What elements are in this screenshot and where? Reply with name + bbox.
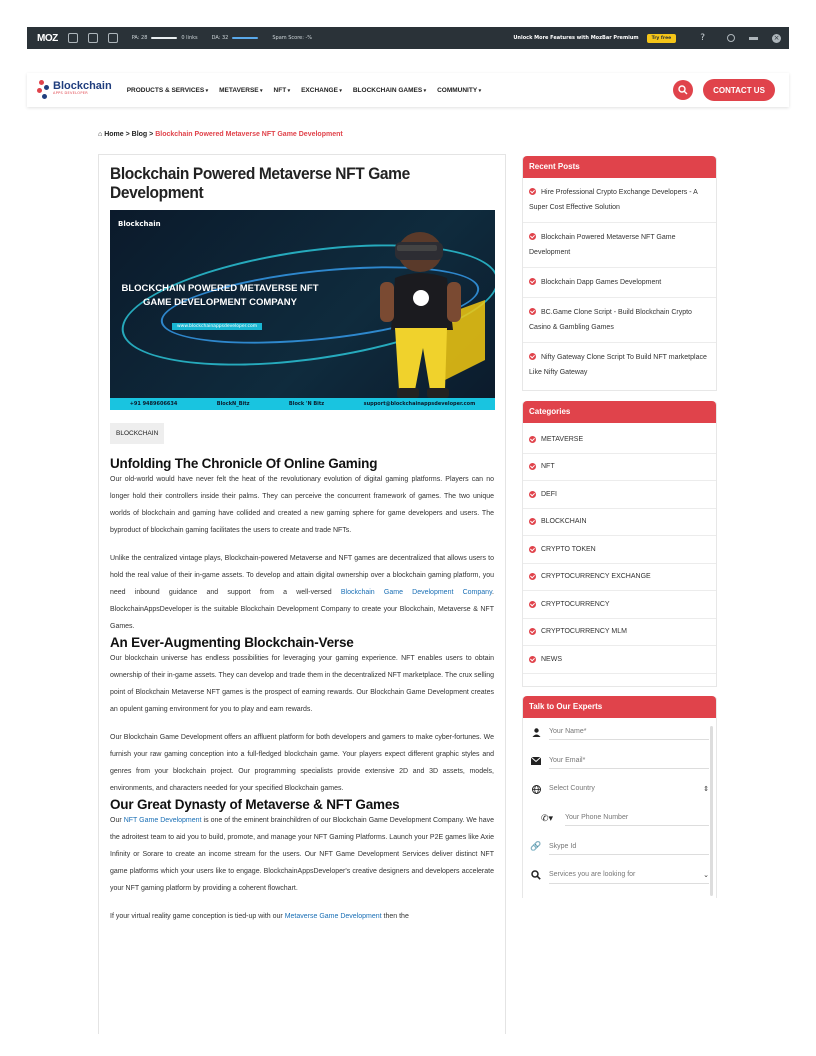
search-button[interactable] <box>673 80 693 100</box>
name-field[interactable] <box>523 718 716 747</box>
check-circle-icon <box>529 308 536 315</box>
menu-nft[interactable]: NFT ▾ <box>274 87 291 94</box>
services-field[interactable] <box>523 861 716 890</box>
contact-us-button[interactable]: CONTACT US <box>703 79 775 101</box>
home-icon: ⌂ <box>98 131 103 138</box>
banner-contact-strip <box>110 398 495 410</box>
check-circle-icon <box>529 546 536 553</box>
banner-url: www.blockchainappsdeveloper.com <box>172 323 262 330</box>
nft-game-dev-link[interactable]: NFT Game Development <box>123 817 202 824</box>
close-icon[interactable]: × <box>773 33 780 42</box>
section-heading-3: Our Great Dynasty of Metaverse & NFT Games <box>110 797 400 812</box>
check-circle-icon <box>529 628 536 635</box>
category-crypto-token[interactable]: CRYPTO TOKEN <box>523 536 716 564</box>
section-3-paragraph-1: Our NFT Game Development is one of the eminent brainchildren of our Blockchain Game Development Company. We have the adroitest team to aid you to build, promote, and manage your NFT Gaming Platforms. Launch your P2E games like Axie Infinity or Sorare to create an income stream for the users. Our NFT Game Development Services deliver distinct NFT game platforms which your users like to engage. BlockchainAppsDeveloper's creative designers and developers accelerate your NFT gaming platform by providing a coherent flowchart. <box>110 817 494 892</box>
recent-post-item[interactable]: Blockchain Dapp Games Development <box>523 268 716 298</box>
menu-blockchain-games[interactable]: BLOCKCHAIN GAMES ▾ <box>353 87 426 94</box>
categories-title: Categories <box>523 401 716 423</box>
category-cryptocurrency[interactable]: CRYPTOCURRENCY <box>523 591 716 619</box>
site-logo[interactable] <box>37 79 112 101</box>
country-field[interactable] <box>523 775 716 804</box>
category-cryptocurrency-exchange[interactable]: CRYPTOCURRENCY EXCHANGE <box>523 564 716 592</box>
spam-score: Spam Score: -% <box>272 35 313 41</box>
email-input[interactable]: Your Email* <box>549 753 709 769</box>
section-1-paragraph-2: Unlike the centralized vintage plays, Blockchain-powered Metaverse and NFT games are decentralized that allows users to hold the real value of their in-game assets. To develop and attain digital ownership over a blockchain gaming platform, you need inbound guidance and support from a well-versed Blockchain Game Development Company. BlockchainAppsDeveloper is the suitable Blockchain Development Company to create your Blockchain, Metaverse & NFT Games. <box>110 555 494 630</box>
metaverse-game-dev-link[interactable]: Metaverse Game Development <box>284 913 382 920</box>
menu-community[interactable]: COMMUNITY ▾ <box>437 87 481 94</box>
menu-products-services[interactable]: PRODUCTS & SERVICES ▾ <box>127 87 208 94</box>
experts-title: Talk to Our Experts <box>523 696 716 718</box>
banner-telegram: BlockN_Bitz <box>216 401 250 407</box>
check-circle-icon <box>529 656 536 663</box>
check-circle-icon <box>529 233 536 240</box>
vr-gamer-illustration <box>375 230 485 405</box>
chain-link-icon: 🔗 <box>530 841 542 852</box>
breadcrumb-current: Blockchain Powered Metaverse NFT Game Development <box>155 131 343 138</box>
recent-post-item[interactable]: Hire Professional Crypto Exchange Developers - A Super Cost Effective Solution <box>523 178 716 223</box>
category-metaverse[interactable]: METAVERSE <box>523 426 716 454</box>
select-arrows-icon: ⇕ <box>703 786 709 794</box>
section-2-paragraph-2: Our Blockchain Game Development offers an affluent platform for both developers and gamers to make cyber-fortunes. We furnish your raw gaming conception into a full-fledged blockchain game. Your players expect different graphic styles and genres from your blockchain project. Our programming specialists provide extensive 2D and 3D assets, models, environments, and characters needed for your specified Blockchain games. <box>110 734 494 792</box>
phone-field[interactable] <box>523 804 716 833</box>
experts-form-widget <box>522 696 717 898</box>
section-heading-2: An Ever-Augmenting Blockchain-Verse <box>110 635 354 650</box>
globe-icon <box>530 785 542 794</box>
logo-dots-icon <box>37 79 49 101</box>
banner-logo: Blockchain <box>118 220 161 228</box>
page-analysis-icon[interactable] <box>68 33 78 43</box>
category-news[interactable]: NEWS <box>523 646 716 674</box>
moz-logo: MOZ <box>37 32 58 44</box>
breadcrumb-blog[interactable]: Blog <box>131 131 148 138</box>
settings-gear-icon[interactable] <box>727 34 735 42</box>
email-field[interactable] <box>523 747 716 776</box>
blockchain-game-dev-link[interactable]: Blockchain Game Development Company <box>340 589 493 596</box>
category-blockchain[interactable]: BLOCKCHAIN <box>523 509 716 537</box>
check-circle-icon <box>529 601 536 608</box>
section-3-paragraph-2: If your virtual reality game conception is tied-up with our Metaverse Game Development then the <box>110 913 409 920</box>
categories-widget <box>522 401 717 687</box>
category-cryptocurrency-mlm[interactable]: CRYPTOCURRENCY MLM <box>523 619 716 647</box>
check-circle-icon <box>529 573 536 580</box>
recent-post-item[interactable]: Blockchain Powered Metaverse NFT Game Development <box>523 223 716 268</box>
domain-authority: DA: 32 <box>212 35 259 41</box>
banner-headline: BLOCKCHAIN POWERED METAVERSE NFT GAME DEVELOPMENT COMPANY <box>121 283 319 308</box>
pa-bar <box>151 37 177 39</box>
check-circle-icon <box>529 278 536 285</box>
link-icon[interactable] <box>108 33 118 43</box>
category-tag[interactable]: BLOCKCHAIN <box>110 423 164 444</box>
breadcrumb: ⌂ Home > Blog > Blockchain Powered Metaverse NFT Game Development <box>98 131 343 138</box>
name-input[interactable]: Your Name* <box>549 724 709 740</box>
chevron-down-icon: ⌄ <box>703 871 709 879</box>
minimize-icon[interactable] <box>749 37 758 40</box>
user-icon <box>530 728 542 737</box>
banner-skype: Block 'N Bitz <box>288 401 325 407</box>
banner-email: support@blockchainappsdeveloper.com <box>363 401 476 407</box>
da-bar <box>232 37 258 39</box>
menu-metaverse[interactable]: METAVERSE ▾ <box>219 87 262 94</box>
check-circle-icon <box>529 518 536 525</box>
highlight-pen-icon[interactable] <box>88 33 98 43</box>
breadcrumb-home[interactable]: Home <box>104 131 124 138</box>
recent-posts-title: Recent Posts <box>523 156 716 178</box>
phone-input[interactable]: Your Phone Number <box>565 810 709 826</box>
recent-post-item[interactable]: BC.Game Clone Script - Build Blockchain Crypto Casino & Gambling Games <box>523 298 716 343</box>
country-select[interactable]: Select Country ⇕ <box>549 785 709 794</box>
help-icon[interactable]: ? <box>700 33 705 43</box>
premium-promo: Unlock More Features with MozBar Premium <box>513 35 639 41</box>
featured-image <box>110 210 495 410</box>
check-circle-icon <box>529 436 536 443</box>
check-circle-icon <box>529 491 536 498</box>
check-circle-icon <box>529 188 536 195</box>
recent-posts-widget <box>522 156 717 391</box>
article <box>98 154 506 1034</box>
banner-phone: +91 9489606634 <box>129 401 178 407</box>
check-circle-icon <box>529 353 536 360</box>
post-title: Blockchain Powered Metaverse NFT Game Development <box>110 165 410 202</box>
logo-tagline: APPS DEVELOPER <box>53 91 88 95</box>
section-1-paragraph-1: Our old-world would have never felt the heat of the revolutionary evolution of digital gaming platforms. Players can no longer hold their controllers inside their palms. They can perceive the concurrent framework of games. The two unique worlds of blockchain and gaming have collided and created a new gaming sphere for game developers and users. The byproduct of blockchain gaming facilitates the users to create and trade NFTs. <box>110 476 494 534</box>
site-header <box>27 73 789 107</box>
try-free-button[interactable]: Try free <box>647 34 677 43</box>
skype-input[interactable]: Skype Id <box>549 839 709 855</box>
section-2-paragraph-1: Our blockchain universe has endless possibilities for leveraging your gaming experience. NFT enables users to obtain ownership of their in-game assets. They can develop and trade them in the decentralized NFT marketplace. The crux selling point of Blockchain Metaverse NFT games is the prospect of earning rewards. Our Blockchain Game Development creates an opulent gaming environment for you to play and earn rewards. <box>110 655 494 713</box>
form-scrollbar[interactable] <box>710 726 713 896</box>
magnifier-icon <box>530 870 542 880</box>
category-nft[interactable]: NFT <box>523 454 716 482</box>
menu-exchange[interactable]: EXCHANGE ▾ <box>301 87 342 94</box>
check-circle-icon <box>529 463 536 470</box>
phone-icon: ✆▾ <box>540 812 554 823</box>
skype-field[interactable] <box>523 832 716 861</box>
search-icon <box>678 85 688 95</box>
recent-post-item[interactable]: Nifty Gateway Clone Script To Build NFT marketplace Like Nifty Gateway <box>529 354 707 376</box>
category-defi[interactable]: DEFI <box>523 481 716 509</box>
services-select[interactable]: Services you are looking for ⌄ <box>549 867 709 884</box>
envelope-icon <box>530 757 542 765</box>
main-menu <box>127 87 481 94</box>
page-authority: PA: 28 0 links <box>131 35 198 41</box>
logo-name: Blockchain <box>53 80 112 92</box>
mozbar <box>27 27 789 49</box>
section-heading-1: Unfolding The Chronicle Of Online Gaming <box>110 456 378 471</box>
